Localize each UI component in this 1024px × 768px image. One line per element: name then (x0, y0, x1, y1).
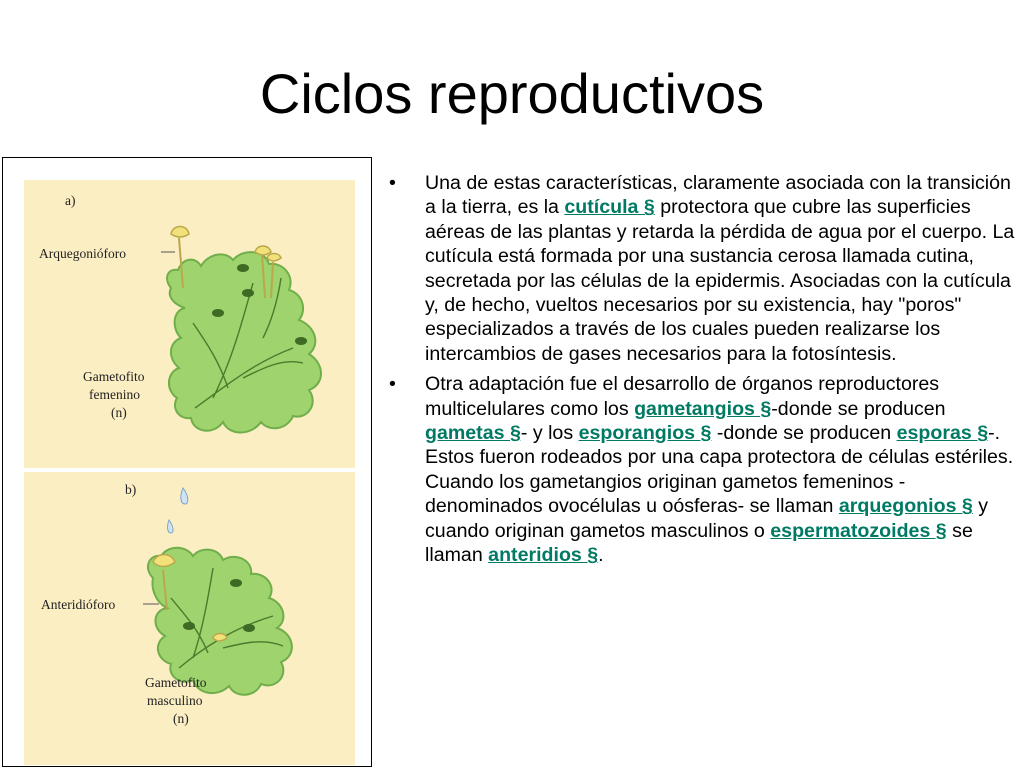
bullet-item-cuticle (387, 171, 1015, 366)
label-a: a) (65, 193, 76, 208)
antheridiophore-label: Anteridióforo (41, 597, 116, 612)
female-gametophyte-label-line3: (n) (111, 405, 127, 420)
link-esporas[interactable]: esporas § (896, 422, 989, 445)
male-gametophyte-drawing (143, 488, 292, 695)
female-gametophyte-label-line1: Gametofito (83, 369, 145, 384)
link-esporangios[interactable]: esporangios § (578, 422, 712, 445)
bullet-1-text-1: Una de estas características, claramente asociada con la transición a la tierra, es la (425, 172, 1011, 219)
slide-body (387, 171, 1015, 574)
bullet-marker: • (389, 373, 396, 396)
bullet-2-text-3: - y los (520, 422, 579, 445)
male-gametophyte-label-line3: (n) (173, 711, 189, 726)
liverwort-figure (2, 157, 372, 767)
link-gametas[interactable]: gametas § (425, 422, 521, 445)
link-cuticula[interactable]: cutícula § (564, 196, 655, 219)
bullet-list (387, 171, 1015, 568)
link-gametangios[interactable]: gametangios § (634, 397, 772, 420)
female-gametophyte-label-line2: femenino (89, 387, 140, 402)
bullet-2-text-5: -. Estos fueron rodeados por una capa protectora de células estériles. Cuando los gametangios originan gametos femeninos -denominados ovocélulas u oósferas- se llaman (425, 422, 1014, 518)
bullet-marker: • (389, 172, 396, 194)
slide-title: Ciclos reproductivos (259, 62, 765, 125)
bullet-2-text-7: se llaman (425, 519, 973, 567)
bullet-2-text-2: -donde se producen (771, 397, 946, 420)
female-gametophyte-drawing (161, 227, 321, 433)
bullet-1-text-2: protectora que cubre las superficies aéreas de las plantas y retarda la pérdida de agua por el cuerpo. La cutícula está formada por una sustancia cerosa llamada cutina, secretada por las células de la epidermis. Asociadas con la cutícula y, de hecho, vueltos necesarios por su existencia, hay "poros" especializados a través de los cuales pueden realizarse los intercambios de gases necesarios para la fotosíntesis. (425, 196, 1015, 365)
male-gametophyte-label-line1: Gametofito (145, 675, 207, 690)
bullet-2-text-4: -donde se producen (711, 422, 897, 445)
link-espermatozoides[interactable]: espermatozoides § (770, 519, 947, 542)
label-b: b) (125, 482, 137, 497)
bullet-item-reproductive-organs (387, 372, 1015, 567)
link-anteridios[interactable]: anteridios § (488, 544, 599, 567)
male-gametophyte-label-line2: masculino (147, 693, 203, 708)
archegoniophore-label: Arquegonióforo (39, 246, 126, 261)
bullet-2-text-6: y cuando originan gametos masculinos o (425, 495, 989, 542)
bullet-2-text-8: . (598, 544, 604, 567)
bullet-2-text-1: Otra adaptación fue el desarrollo de órganos reproductores multicelulares como los (425, 373, 940, 420)
link-arquegonios[interactable]: arquegonios § (838, 495, 973, 518)
